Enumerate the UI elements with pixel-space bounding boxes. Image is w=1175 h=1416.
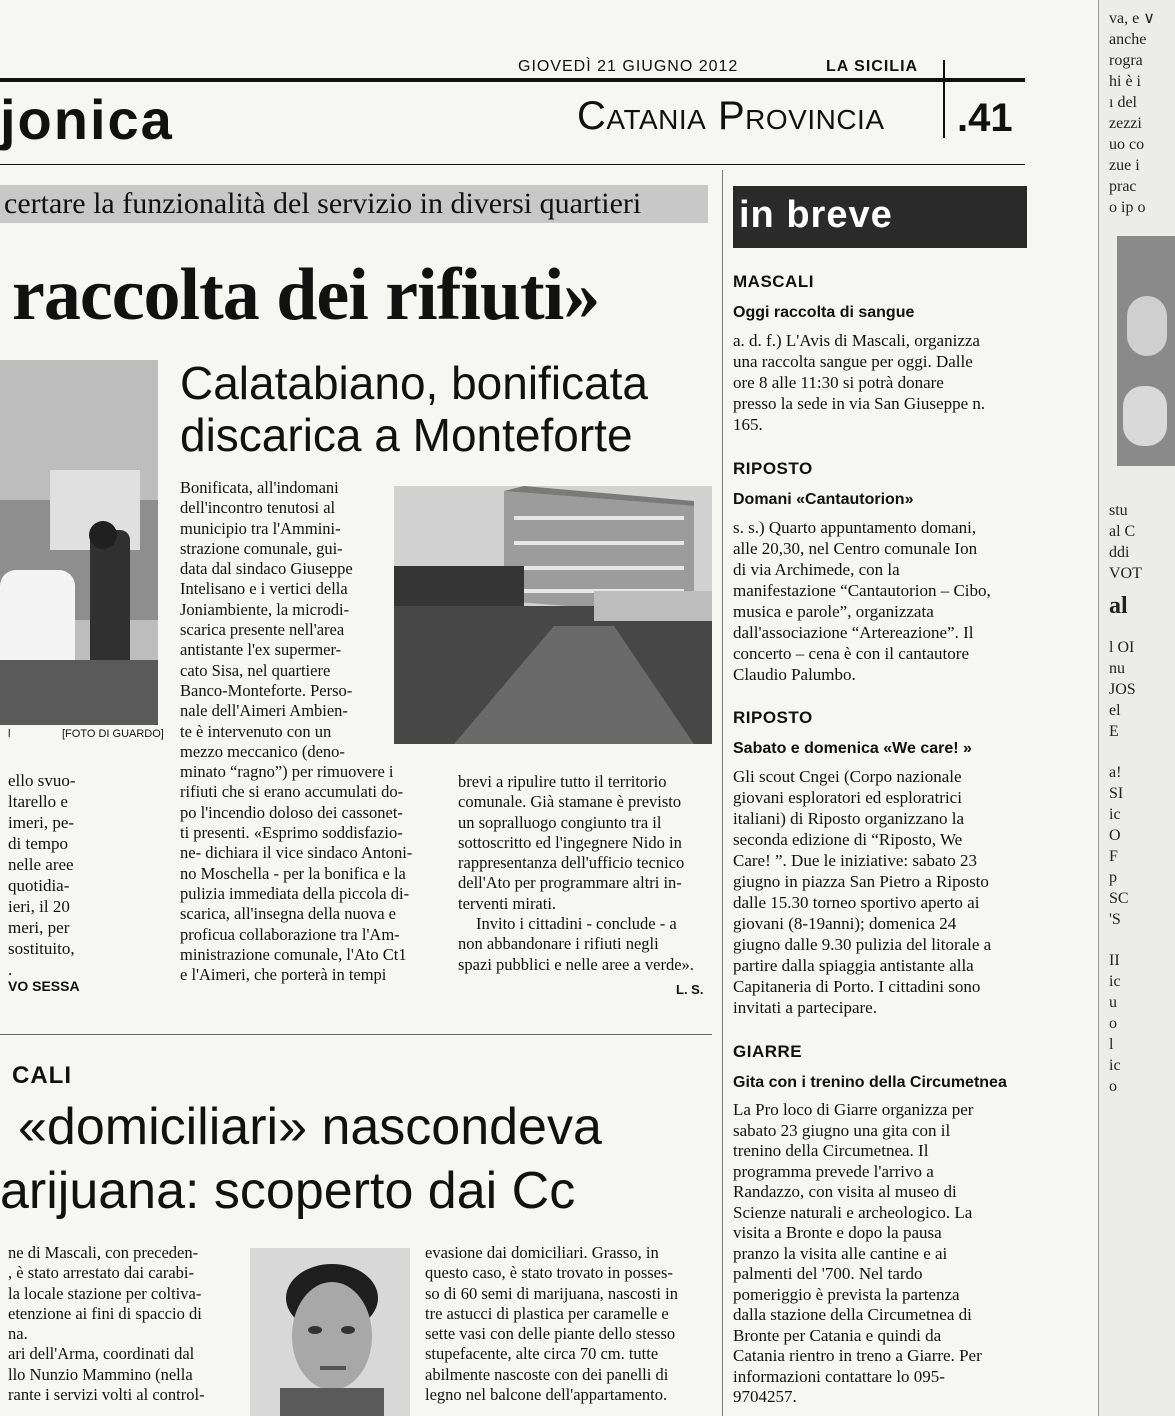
brief-title: Gita con i trenino della Circumetnea — [733, 1074, 1007, 1091]
text-fragment: anche — [1109, 31, 1147, 48]
text-line: partire dalla spiaggia antistante alla — [733, 956, 974, 975]
brief-city: MASCALI — [733, 272, 814, 291]
adjacent-page-text — [1109, 8, 1155, 218]
text-fragment: o — [1109, 1015, 1117, 1032]
text-line: , è stato arrestato dai carabi- — [8, 1263, 194, 1283]
text-line: presso la sede in via San Giuseppe n. — [733, 394, 986, 413]
text-line: concerto – cena è con il cantautore — [733, 644, 969, 663]
text-line: meri, per — [8, 918, 70, 937]
text-line: trenino della Circumetnea. Il — [733, 1141, 929, 1160]
adjacent-page-strip — [1098, 0, 1175, 1416]
brief-item — [733, 1042, 1025, 1408]
text-line: questo caso, è stato trovato in posses- — [425, 1263, 673, 1283]
text-line: ello svuo- — [8, 771, 76, 790]
text-line: di via Archimede, con la — [733, 560, 900, 579]
text-fragment: rogra — [1109, 52, 1143, 69]
text-line: informazioni contattare lo 095- — [733, 1366, 945, 1386]
text-line: una raccolta sangue per oggi. Dalle — [733, 352, 973, 371]
text-line: te è intervenuto con un — [180, 721, 332, 741]
brief-item — [733, 708, 1025, 1018]
text-line: Catania rientro in treno a Giarre. Per — [733, 1346, 982, 1365]
text-line: scarica presente nell'area — [180, 620, 345, 640]
text-line: ari dell'Arma, coordinati dal — [8, 1344, 195, 1364]
text-line: dell'incontro tenutosi al — [180, 498, 336, 518]
text-line: terventi mirati. — [458, 893, 557, 913]
text-fragment: nu — [1109, 660, 1125, 677]
text-line: un sopralluogo congiunto tra il — [458, 812, 662, 832]
text-line: visita a Bronte e dopo la pausa — [733, 1223, 942, 1242]
text-line: giovani esploratori ed esploratrici — [733, 788, 962, 807]
text-line: abilmente nascoste con dei panelli di — [425, 1364, 669, 1384]
page-number: .41 — [957, 96, 1013, 140]
text-line: Joniambiente, la microdi- — [180, 599, 350, 619]
brief-body — [733, 766, 1025, 1018]
text-line: so di 60 semi di marijuana, nascosti in — [425, 1283, 678, 1303]
text-line: ne- dichiara il vice sindaco Antoni- — [180, 843, 413, 863]
text-line: ieri, il 20 — [8, 897, 70, 916]
text-line: Invito i cittadini - conclude - a — [476, 914, 677, 934]
text-fragment: al C — [1109, 523, 1136, 540]
text-line: scarica, all'insegna della nuova e — [180, 904, 396, 924]
text-fragment: al — [1109, 593, 1128, 619]
text-line: rante i servizi volti al control- — [8, 1385, 205, 1405]
text-line: sostituito, — [8, 939, 75, 958]
text-line: legno nel balcone dell'appartamento. — [425, 1385, 668, 1405]
brief-item — [733, 459, 1023, 685]
column-rule — [722, 170, 723, 1416]
text-line: pomeriggio è prevista la partenza — [733, 1284, 960, 1304]
article2-headline: Calatabiano, bonificata discarica a Monteforte — [180, 357, 648, 461]
text-line: municipio tra l'Ammini- — [180, 518, 341, 538]
text-line: s. s.) Quarto appuntamento domani, — [733, 518, 977, 537]
text-fragment: SC — [1109, 890, 1129, 907]
text-line: italiani) di Riposto organizzano la — [733, 809, 965, 828]
text-line: 9704257. — [733, 1387, 797, 1406]
article1-byline: VO SESSA — [8, 978, 80, 994]
article1-kicker: certare la funzionalità del servizio in diversi quartieri — [4, 187, 642, 220]
article2-column-2 — [458, 772, 714, 975]
article1-caption-left: l — [8, 728, 11, 740]
article-separator — [0, 1034, 712, 1035]
text-line: tre astucci di plastica per caramelle e — [425, 1303, 669, 1323]
text-fragment: ic — [1109, 806, 1121, 823]
text-line: strazione comunale, gui- — [180, 538, 343, 558]
text-line: minato “ragno”) per rimuovere i — [180, 762, 394, 782]
brief-item — [733, 272, 1023, 435]
brief-city: RIPOSTO — [733, 459, 813, 478]
section-title: Catania Provincia — [577, 94, 885, 138]
article3-headline-2: arijuana: scoperto dai Cc — [0, 1162, 576, 1220]
text-line: llo Nunzio Mammino (nella — [8, 1364, 193, 1384]
text-line: giugno in piazza San Pietro a Riposto — [733, 872, 989, 891]
text-fragment: F — [1109, 848, 1118, 865]
text-fragment: p — [1109, 869, 1117, 886]
text-line: Claudio Palumbo. — [733, 665, 856, 684]
text-fragment: ic — [1109, 1057, 1121, 1074]
text-line: sottoscritto ed l'ingegnere Nido in — [458, 832, 682, 852]
text-fragment: o — [1109, 1078, 1117, 1095]
text-fragment: SI — [1109, 785, 1124, 802]
text-fragment: u — [1109, 994, 1117, 1011]
text-line: di tempo — [8, 834, 68, 853]
text-line: mezzo meccanico (deno- — [180, 741, 345, 761]
masthead-divider — [943, 60, 945, 138]
text-line: stupefacente, alte circa 70 cm. tutte — [425, 1344, 659, 1364]
article3-headline-1: «domiciliari» nascondeva — [18, 1098, 602, 1156]
article3-column-1 — [8, 1243, 244, 1405]
text-fragment: JOS — [1109, 681, 1136, 698]
text-fragment: el — [1109, 702, 1121, 719]
section-left-label: jonica — [0, 88, 174, 151]
text-line: Scienze naturali e archeologico. La — [733, 1202, 973, 1222]
text-line: po l'incendio doloso dei cassonet- — [180, 802, 403, 822]
text-line: giovani (8-19anni); domenica 24 — [733, 914, 957, 933]
brief-body — [733, 517, 1023, 685]
text-line: rifiuti che si erano accumulati do- — [180, 782, 404, 802]
text-line: seconda edizione di “Riposto, We — [733, 830, 963, 849]
text-line: e l'Aimeri, che porterà in tempi — [180, 965, 387, 985]
article2-photo — [394, 486, 712, 744]
text-line: spazi pubblici e nelle aree a verde». — [458, 954, 694, 974]
text-fragment: l OI — [1109, 639, 1135, 656]
text-line: pulizia immediata della piccola di- — [180, 883, 410, 903]
text-line: quotidia- — [8, 876, 70, 895]
in-breve-title: in breve — [739, 194, 893, 236]
text-line: pranzo la visita alle cantine e ai — [733, 1243, 948, 1263]
article2-byline: L. S. — [676, 982, 704, 997]
text-line: alle 20,30, nel Centro comunale Ion — [733, 539, 978, 558]
article3-kicker: CALI — [12, 1062, 72, 1089]
issue-date: GIOVEDÌ 21 GIUGNO 2012 — [518, 58, 739, 75]
text-line: Bonificata, all'indomani — [180, 478, 339, 497]
brief-title: Domani «Cantautorion» — [733, 491, 914, 508]
text-line: nelle aree — [8, 855, 74, 874]
text-fragment: O — [1109, 827, 1121, 844]
text-line: imeri, pe- — [8, 813, 75, 832]
text-line: ti presenti. «Esprimo soddisfazio- — [180, 823, 403, 843]
text-line: Bronte per Catania e quindi da — [733, 1325, 942, 1345]
text-line: La Pro loco di Giarre organizza per — [733, 1100, 974, 1119]
article1-photo — [0, 360, 158, 725]
text-fragment: ı del — [1109, 94, 1137, 111]
text-line: palmenti del '700. Nel tardo — [733, 1264, 923, 1283]
text-line: antistante l'ex supermer- — [180, 640, 342, 660]
text-line: Intelisano e i vertici della — [180, 579, 348, 599]
text-fragment: prac — [1109, 178, 1137, 195]
text-line: etenzione ai fini di spaccio di — [8, 1303, 202, 1323]
text-line: a. d. f.) L'Avis di Mascali, organizza — [733, 331, 980, 350]
text-line: cato Sisa, nel quartiere — [180, 660, 331, 680]
text-line: programma prevede l'arrivo a — [733, 1161, 934, 1181]
text-line: non abbandonare i rifiuti negli — [458, 934, 659, 954]
text-line: ltarello e — [8, 792, 68, 811]
text-line: na. — [8, 1324, 28, 1344]
newspaper-name: LA SICILIA — [826, 58, 919, 75]
in-breve-header — [733, 186, 1027, 248]
text-line: sette vasi con delle piante dello stesso — [425, 1324, 676, 1344]
text-line: dalle 15.30 torneo sportivo aperto ai — [733, 893, 980, 912]
text-fragment: E — [1109, 723, 1119, 740]
text-fragment: o ip o — [1109, 199, 1146, 216]
text-fragment: 'S — [1109, 911, 1121, 928]
text-line: sabato 23 giugno una gita con il — [733, 1120, 951, 1140]
text-line: giugno dalle 9.30 pulizia del litorale a — [733, 935, 992, 954]
article1-headline: raccolta dei rifiuti» — [12, 254, 600, 336]
article3-column-2 — [425, 1243, 715, 1405]
text-fragment: zue i — [1109, 157, 1140, 174]
text-line: 165. — [733, 415, 763, 434]
article3-mugshot — [250, 1248, 410, 1416]
text-line: Care! ”. Due le iniziative: sabato 23 — [733, 851, 978, 870]
text-line: dall'associazione “Artereazione”. Il — [733, 623, 974, 642]
adjacent-page-text-lower — [1109, 500, 1142, 1097]
text-line: brevi a ripulire tutto il territorio — [458, 772, 667, 791]
article1-left-column — [8, 770, 158, 980]
text-line: dell'Ato per programmare altri in- — [458, 873, 682, 893]
article1-photo-caption: [FOTO DI GUARDO] — [62, 728, 164, 740]
text-line: Capitaneria di Porto. I cittadini sono — [733, 977, 981, 996]
text-line: Randazzo, con visita al museo di — [733, 1182, 957, 1201]
brief-body — [733, 1100, 1025, 1408]
adjacent-page-photo — [1117, 236, 1175, 466]
text-line: nale dell'Aimeri Ambien- — [180, 701, 348, 721]
text-fragment: VOT — [1109, 565, 1142, 582]
brief-title: Sabato e domenica «We care! » — [733, 740, 972, 757]
header-bottom-rule — [0, 164, 1025, 165]
text-line: . — [8, 960, 13, 979]
text-line: rappresentanza dell'ufficio tecnico — [458, 853, 685, 873]
text-line: ministrazione comunale, l'Ato Ct1 — [180, 944, 407, 964]
text-line: dalla stazione della Circumetnea di — [733, 1305, 972, 1324]
brief-city: RIPOSTO — [733, 708, 813, 727]
text-line: comunale. Già stamane è previsto — [458, 792, 682, 812]
text-line: invitati a partecipare. — [733, 998, 877, 1017]
text-fragment: uo co — [1109, 136, 1145, 153]
brief-city: GIARRE — [733, 1042, 803, 1061]
text-fragment: l — [1109, 1036, 1114, 1053]
text-fragment: va, e ∨ — [1109, 10, 1155, 27]
text-line: Banco-Monteforte. Perso- — [180, 680, 353, 700]
text-fragment: ic — [1109, 973, 1121, 990]
text-fragment: hi è i — [1109, 73, 1141, 90]
text-fragment: ddi — [1109, 544, 1130, 561]
text-line: evasione dai domiciliari. Grasso, in — [425, 1243, 659, 1262]
text-fragment: zezzi — [1109, 115, 1142, 132]
text-line: Gli scout Cngei (Corpo nazionale — [733, 767, 962, 786]
text-line: data dal sindaco Giuseppe — [180, 559, 353, 579]
brief-title: Oggi raccolta di sangue — [733, 304, 915, 321]
text-line: no Moschella - per la bonifica e la — [180, 863, 406, 883]
text-fragment: a! — [1109, 764, 1122, 781]
text-fragment: II — [1109, 952, 1120, 969]
text-line: proficua collaborazione tra l'Am- — [180, 924, 400, 944]
text-line: ore 8 alle 11:30 si potrà donare — [733, 373, 944, 392]
text-line: musica e parole”, organizzata — [733, 602, 934, 621]
text-line: la locale stazione per coltiva- — [8, 1283, 202, 1303]
text-line: ne di Mascali, con preceden- — [8, 1243, 199, 1262]
text-fragment: stu — [1109, 502, 1128, 519]
brief-body — [733, 330, 1023, 435]
masthead-rule — [0, 78, 1025, 82]
text-line: manifestazione “Cantautorion – Cibo, — [733, 581, 991, 600]
